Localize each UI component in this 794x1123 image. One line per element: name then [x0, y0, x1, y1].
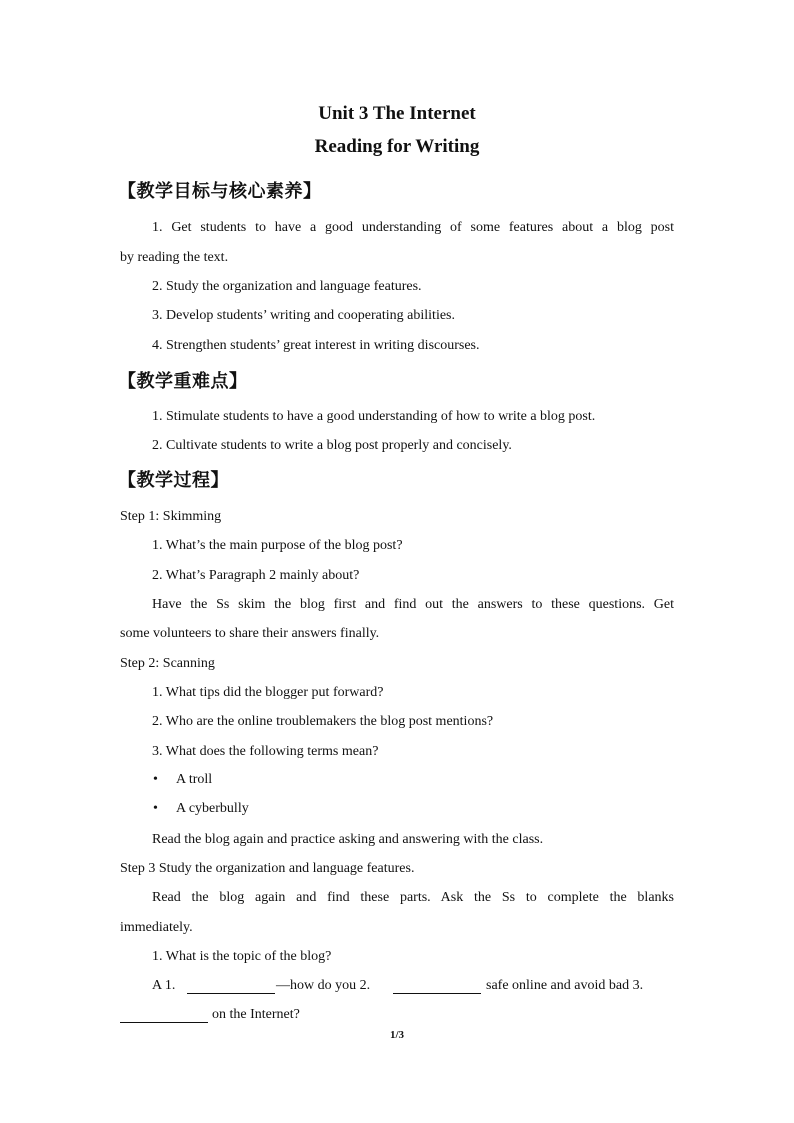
objective-1-line2: by reading the text. [120, 250, 229, 265]
section-heading-key-points: 【教学重难点】 [118, 371, 248, 392]
step1-question-2: 2. What’s Paragraph 2 mainly about? [152, 568, 360, 583]
section-heading-objectives: 【教学目标与核心素养】 [118, 181, 322, 202]
step1-paragraph-line2: some volunteers to share their answers finally. [120, 626, 380, 641]
step3-answer-tail: on the Internet? [212, 1007, 300, 1022]
step2-bullet-1: A troll [176, 772, 213, 787]
answer-blank-3[interactable] [120, 1010, 208, 1023]
step3-paragraph-line1: Read the blog again and find these parts. Ask the Ss to complete the blanks [152, 890, 674, 905]
step1-question-1: 1. What’s the main purpose of the blog post? [152, 538, 403, 553]
page-number: 1/3 [389, 1029, 405, 1041]
section-heading-process: 【教学过程】 [118, 470, 229, 491]
step2-question-2: 2. Who are the online troublemakers the blog post mentions? [152, 714, 494, 729]
document-subtitle: Reading for Writing [314, 136, 480, 157]
bullet-icon: • [153, 772, 158, 787]
key-point-2: 2. Cultivate students to write a blog post properly and concisely. [152, 438, 512, 453]
answer-blank-1[interactable] [187, 981, 275, 994]
document-title: Unit 3 The Internet [318, 103, 476, 124]
step2-question-1: 1. What tips did the blogger put forward? [152, 685, 384, 700]
answer-blank-2[interactable] [393, 981, 481, 994]
step1-title: Step 1: Skimming [120, 509, 222, 524]
step2-bullet-2: A cyberbully [176, 801, 249, 816]
step3-answer-mid: —how do you 2. [276, 978, 371, 993]
objective-3: 3. Develop students’ writing and cooperating abilities. [152, 308, 456, 323]
step3-answer-start: A 1. [152, 978, 176, 993]
step1-paragraph-line1: Have the Ss skim the blog first and find out the answers to these questions. Get [152, 597, 674, 612]
step3-question-1: 1. What is the topic of the blog? [152, 949, 332, 964]
step3-paragraph-line2: immediately. [120, 920, 193, 935]
step3-title: Step 3 Study the organization and language features. [120, 861, 415, 876]
objective-1-line1: 1. Get students to have a good understanding of some features about a blog post [152, 220, 674, 235]
step3-answer-end: safe online and avoid bad 3. [486, 978, 644, 993]
objective-2: 2. Study the organization and language features. [152, 279, 422, 294]
step2-paragraph: Read the blog again and practice asking and answering with the class. [152, 832, 544, 847]
objective-4: 4. Strengthen students’ great interest in writing discourses. [152, 338, 480, 353]
bullet-icon: • [153, 801, 158, 816]
step2-question-3: 3. What does the following terms mean? [152, 744, 379, 759]
step2-title: Step 2: Scanning [120, 656, 215, 671]
key-point-1: 1. Stimulate students to have a good understanding of how to write a blog post. [152, 409, 596, 424]
